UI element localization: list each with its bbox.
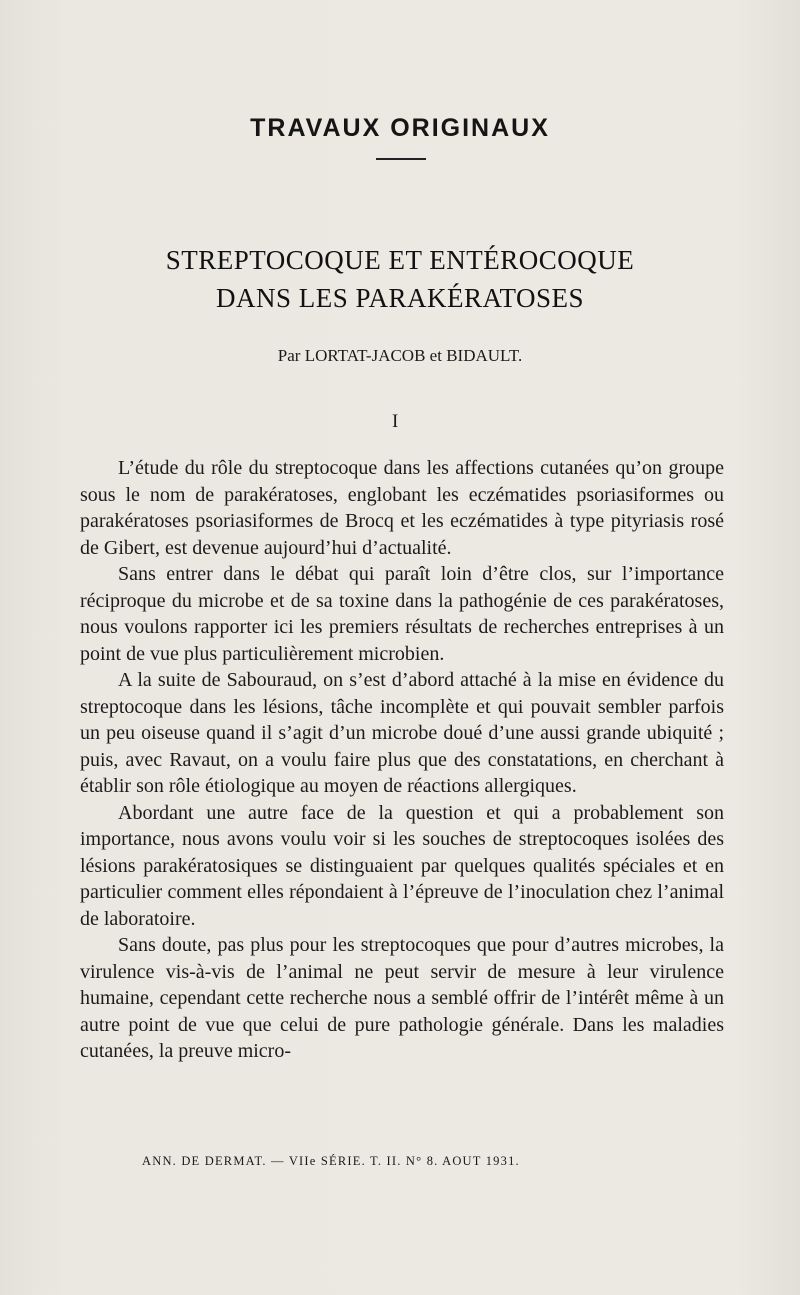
heading-rule — [376, 158, 426, 160]
paragraph: Sans entrer dans le débat qui paraît loin d’être clos, sur l’importance réciproque du microbe et de sa toxine dans la pathogénie de ces parakératoses, nous voulons rapporter ici les premiers résultats de recherches entreprises à un point de vue plus particulièrement microbien. — [80, 563, 724, 665]
part-number: I — [392, 411, 399, 432]
article-authors: Par LORTAT-JACOB et BIDAULT. — [277, 346, 523, 365]
paragraph: A la suite de Sabouraud, on s’est d’abord attaché à la mise en évidence du streptocoque dans les lésions, tâche incomplète et qui pouvait sembler parfois un peu oiseuse quand il s’agit d’un microbe doué d’une aussi grande ubiquité ; puis, avec Ravaut, on a voulu faire plus que des constatations, en cherchant à établir son rôle étiologique au moyen de réactions allergiques. — [80, 669, 724, 797]
article-title-line-1: STREPTOCOQUE ET ENTÉROCOQUE — [165, 245, 635, 275]
section-heading: TRAVAUX ORIGINAUX — [250, 114, 550, 142]
paragraph: Sans doute, pas plus pour les streptocoques que pour d’autres microbes, la virulence vis-à-vis de l’animal ne peut servir de mesure à leur virulence humaine, cependant cette recherche nous a semblé offrir de l’intérêt même à un autre point de vue que celui de pure pathologie générale. Dans les maladies cutanées, la preuve micro- — [80, 934, 724, 1062]
journal-citation-footer: ANN. DE DERMAT. — VIIe SÉRIE. T. II. N° 8. AOUT 1931. — [142, 1154, 520, 1168]
article-title-line-2: DANS LES PARAKÉRATOSES — [215, 283, 585, 313]
paragraph: L’étude du rôle du streptocoque dans les affections cutanées qu’on groupe sous le nom de parakératoses, englobant les eczématides psoriasiformes ou parakératoses psoriasiformes de Brocq et les eczématides à type pityriasis rosé de Gibert, est devenue aujourd’hui d’actualité. — [80, 457, 724, 559]
article-body — [80, 455, 724, 1065]
paragraph: Abordant une autre face de la question et qui a probablement son importance, nous avons voulu voir si les souches de streptocoques isolées des lésions parakératosiques se distinguaient par quelques qualités spéciales et en particulier comment elles répondaient à l’épreuve de l’inoculation chez l’animal de laboratoire. — [80, 801, 724, 930]
